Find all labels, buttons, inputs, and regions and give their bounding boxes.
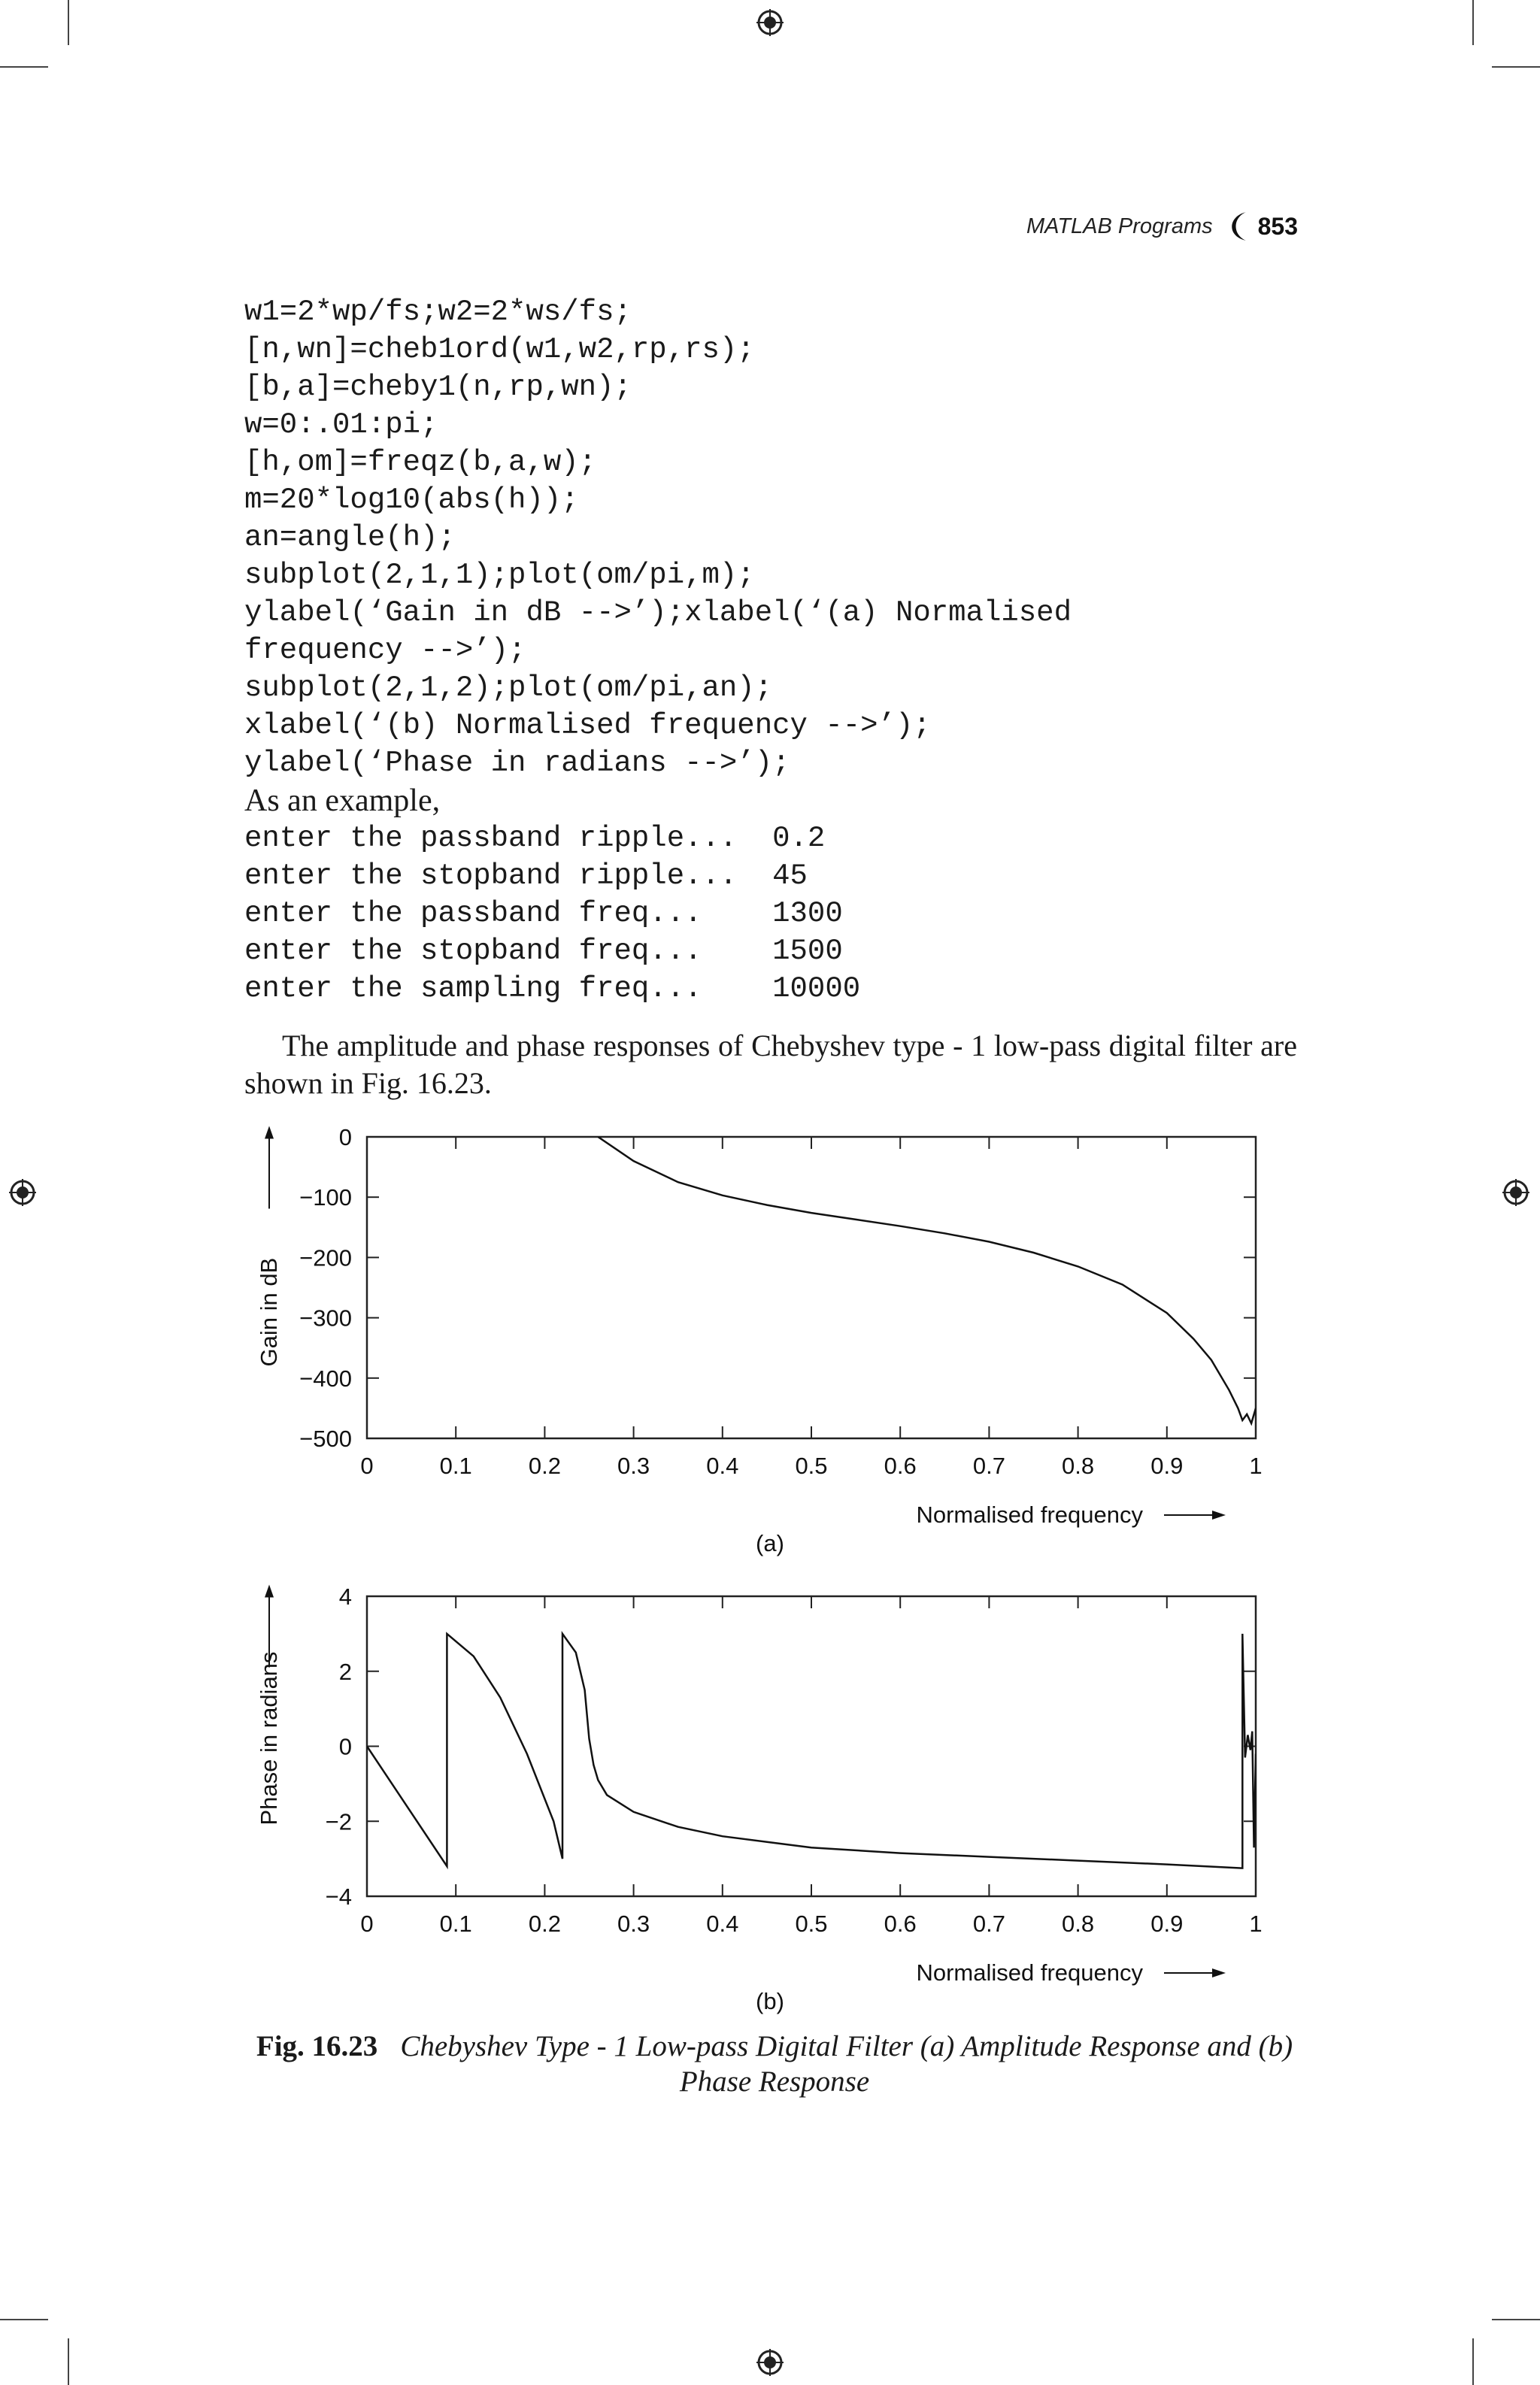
phase-y-tick-label: −4 bbox=[325, 1883, 352, 1910]
gain-x-axis-label: Normalised frequency bbox=[916, 1502, 1143, 1528]
phase-x-tick-label: 0.1 bbox=[439, 1911, 472, 1937]
gain-y-tick-label: −400 bbox=[299, 1365, 352, 1392]
code-line: enter the passband freq... 1300 bbox=[244, 897, 843, 930]
code-line: enter the passband ripple... 0.2 bbox=[244, 822, 826, 855]
phase-series-line bbox=[367, 1634, 1256, 1868]
gain-x-tick-label: 0.7 bbox=[972, 1453, 1005, 1479]
page-number: 853 bbox=[1257, 212, 1298, 240]
phase-x-tick-label: 0.2 bbox=[528, 1911, 561, 1937]
code-line: an=angle(h); bbox=[244, 521, 456, 554]
gain-y-tick-label: −500 bbox=[299, 1426, 352, 1452]
phase-panel-label: (b) bbox=[756, 1988, 784, 2014]
code-line: ylabel(‘Phase in radians -->’); bbox=[244, 747, 790, 780]
caption-label: Fig. 16.23 bbox=[256, 2030, 378, 2062]
phase-x-axis-label: Normalised frequency bbox=[916, 1959, 1143, 1986]
gain-x-tick-label: 0.9 bbox=[1150, 1453, 1184, 1479]
gain-x-axis-arrowhead bbox=[1212, 1511, 1226, 1520]
code-line: subplot(2,1,1);plot(om/pi,m); bbox=[244, 559, 755, 592]
phase-x-tick-label: 0.6 bbox=[884, 1911, 917, 1937]
code-line: m=20*log10(abs(h)); bbox=[244, 483, 579, 517]
gain-y-tick-label: 0 bbox=[338, 1124, 352, 1150]
gain-x-tick-label: 0.2 bbox=[528, 1453, 561, 1479]
gain-x-tick-label: 0.6 bbox=[884, 1453, 917, 1479]
gain-x-tick-label: 0.8 bbox=[1062, 1453, 1095, 1479]
code-line: frequency -->’); bbox=[244, 634, 526, 667]
gain-x-tick-label: 1 bbox=[1249, 1453, 1263, 1479]
code-line: xlabel(‘(b) Normalised frequency -->’); bbox=[244, 709, 931, 742]
phase-x-tick-label: 0.3 bbox=[617, 1911, 650, 1937]
phase-x-tick-label: 0.7 bbox=[972, 1911, 1005, 1937]
gain-x-tick-label: 0.5 bbox=[795, 1453, 828, 1479]
gain-panel-label: (a) bbox=[756, 1530, 784, 1556]
code-line: w1=2*wp/fs;w2=2*ws/fs; bbox=[244, 295, 632, 329]
code-line: w=0:.01:pi; bbox=[244, 408, 438, 441]
gain-y-tick-label: −300 bbox=[299, 1305, 352, 1332]
figure-caption bbox=[248, 2029, 1301, 2099]
gain-x-tick-label: 0.1 bbox=[439, 1453, 472, 1479]
code-line: [b,a]=cheby1(n,rp,wn); bbox=[244, 371, 632, 404]
header-title: MATLAB Programs bbox=[1026, 214, 1213, 238]
gain-y-tick-label: −200 bbox=[299, 1244, 352, 1271]
phase-y-tick-label: 4 bbox=[338, 1583, 352, 1610]
body-paragraph: The amplitude and phase responses of Chebyshev type - 1 low-pass digital filter are shown in Fig. 16.23. bbox=[244, 1029, 1297, 1100]
gain-x-tick-label: 0 bbox=[360, 1453, 374, 1479]
gain-plot-frame bbox=[367, 1137, 1256, 1438]
phase-y-tick-label: 0 bbox=[338, 1733, 352, 1760]
phase-x-tick-label: 0.8 bbox=[1062, 1911, 1095, 1937]
gain-x-tick-label: 0.4 bbox=[706, 1453, 739, 1479]
code-line: As an example, bbox=[244, 783, 441, 818]
code-line: [n,wn]=cheb1ord(w1,w2,rp,rs); bbox=[244, 333, 755, 366]
code-line: [h,om]=freqz(b,a,w); bbox=[244, 446, 597, 479]
phase-y-tick-label: 2 bbox=[338, 1658, 352, 1685]
code-line: enter the stopband freq... 1500 bbox=[244, 935, 843, 968]
caption-text: Chebyshev Type - 1 Low-pass Digital Filter (a) Amplitude Response and (b) Phase Response bbox=[400, 2030, 1293, 2098]
phase-y-axis-label: Phase in radians bbox=[256, 1651, 282, 1826]
code-line: enter the stopband ripple... 45 bbox=[244, 859, 808, 892]
gain-series-line bbox=[598, 1137, 1256, 1423]
phase-y-tick-label: −2 bbox=[325, 1808, 352, 1835]
phase-x-tick-label: 0.9 bbox=[1150, 1911, 1184, 1937]
phase-x-tick-label: 0.5 bbox=[795, 1911, 828, 1937]
gain-y-axis-arrowhead bbox=[265, 1126, 274, 1139]
phase-x-tick-label: 0.4 bbox=[706, 1911, 739, 1937]
code-line: ylabel(‘Gain in dB -->’);xlabel(‘(a) Normalised bbox=[244, 596, 1072, 629]
gain-y-tick-label: −100 bbox=[299, 1184, 352, 1211]
code-line: subplot(2,1,2);plot(om/pi,an); bbox=[244, 671, 773, 705]
phase-x-axis-arrowhead bbox=[1212, 1968, 1226, 1977]
phase-x-tick-label: 1 bbox=[1249, 1911, 1263, 1937]
phase-x-tick-label: 0 bbox=[360, 1911, 374, 1937]
gain-x-tick-label: 0.3 bbox=[617, 1453, 650, 1479]
gain-y-axis-label: Gain in dB bbox=[256, 1257, 282, 1367]
phase-plot-frame bbox=[367, 1596, 1256, 1896]
code-line: enter the sampling freq... 10000 bbox=[244, 972, 861, 1005]
phase-y-axis-arrowhead bbox=[265, 1585, 274, 1598]
